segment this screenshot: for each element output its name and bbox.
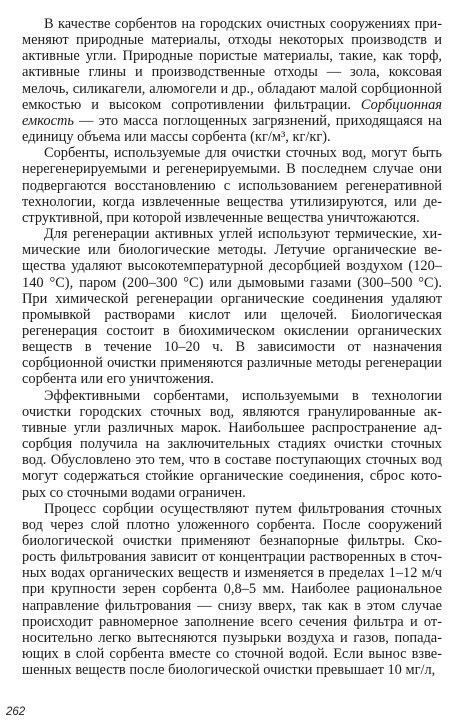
text-segment: Эффективными сорбентами, используемыми в технологии очистки городских сточных вод, являются гранулированные активные угли различных марок. Наибольшее распространение адсорбция получила на заключительных стадиях очистки сточных вод. Обусловлено это тем, что в составе поступающих сточных вод могут содержаться стойкие органические соединения, сброс которых со сточными водами ограничен. xyxy=(22,387,442,501)
paragraph-3 xyxy=(22,226,442,388)
page-number: 262 xyxy=(6,706,26,718)
text-segment: Для регенерации активных углей используют термические, химические или биологические методы. Летучие органические вещества удаляют высокотемпературной десорбцией воздухом (120–140 °С), паром (200–300 °С) или дымовыми газами (300–500 °С). При химической регенерации органические соединения удаляют промывкой растворами кислот или щелочей. Биологическая регенерация состоит в биохимическом окислении органических веществ в течение 10–20 ч. В зависимости от назначения сорбционной очистки применяются различные методы регенерации сорбента или его уничтожения. xyxy=(22,226,442,388)
text-segment: Сорбенты, используемые для очистки сточных вод, могут быть нерегенерируемыми и регенерируемыми. В последнем случае они подвергаются восстановлению с использованием регенеративной технологии, когда извлеченные вещества утилизируются, или деструктивной, при которой извлеченные вещества уничтожаются. xyxy=(22,145,442,226)
text-segment: В качестве сорбентов на городских очистных сооружениях применяют природные материалы, отходы некоторых производств и активные угли. Природные пористые материалы, такие, как торф, активные глины и производственные отходы — зола, коксовая мелочь, силикагели, алюмогели и др., обладают малой сорбционной емкостью и высоком сопротивлении фильтрации. xyxy=(22,16,442,113)
body-text xyxy=(22,16,442,678)
paragraph-1 xyxy=(22,16,442,145)
paragraph-2 xyxy=(22,145,442,226)
paragraph-4 xyxy=(22,388,442,501)
text-segment: — это масса поглощенных загрязнений, приходящаяся на единицу объема или массы сорбента (кг/м³, кг/кг). xyxy=(22,112,442,146)
paragraph-5 xyxy=(22,501,442,679)
text-segment: Процесс сорбции осуществляют путем фильтрования сточных вод через слой плотно уложенного сорбента. После сооружений биологической очистки применяют безнапорные фильтры. Скорость фильтрования зависит от концентрации растворенных в сточных водах органических веществ и изменяется в пределах 1–12 м/ч при крупности зерен сорбента 0,8–5 мм. Наиболее рациональное направление фильтрования — снизу вверх, так как в этом случае происходит равномерное заполнение всего сечения фильтра и относительно легко вытесняются пузырьки воздуха и газов, попадающих в слой сорбента вместе со сточной водой. Если вынос взвешенных веществ после биологической очистки превышает 10 мг/л, xyxy=(22,500,442,679)
term-definition: Сорбционная емкость xyxy=(22,96,442,129)
